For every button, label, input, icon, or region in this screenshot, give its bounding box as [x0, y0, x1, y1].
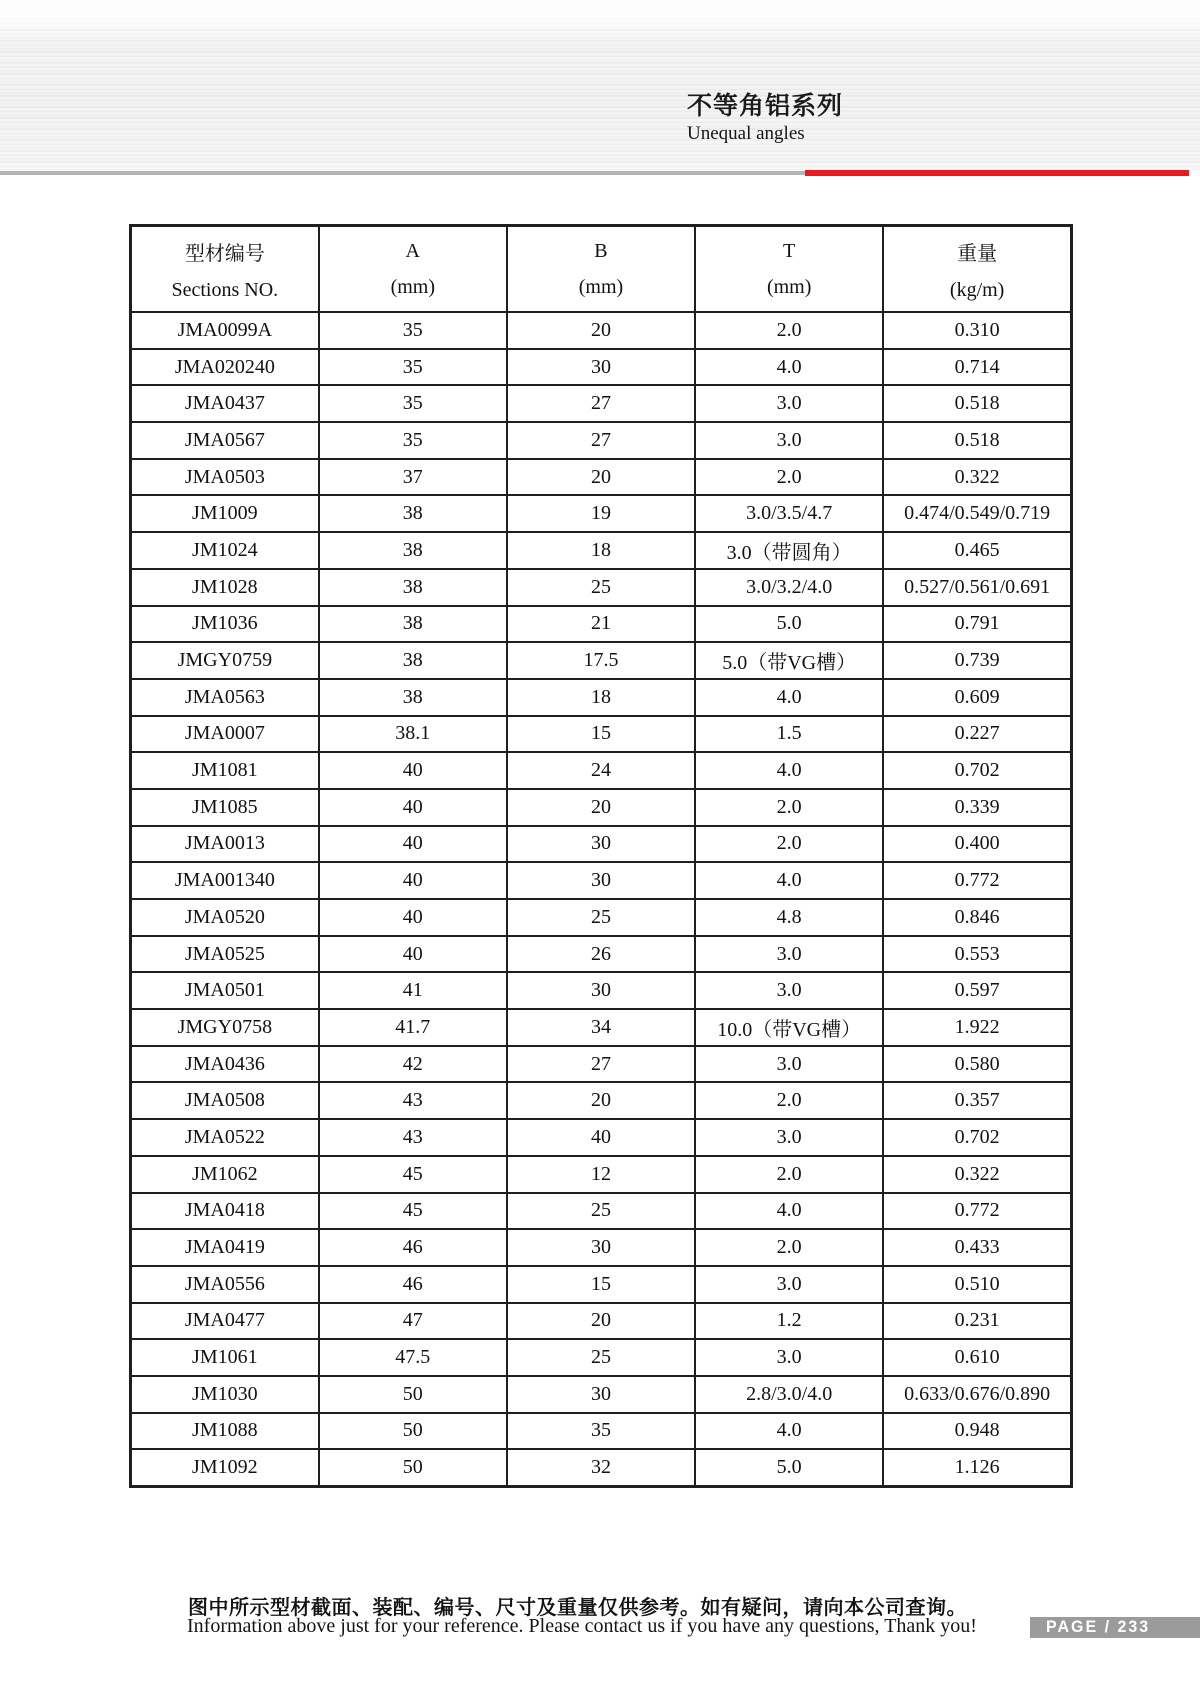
- table-body: [131, 312, 1072, 1487]
- table-row: [131, 1082, 1072, 1119]
- table-row: [131, 312, 1072, 349]
- cell-b_mm: 18: [507, 679, 695, 716]
- cell-t_mm: 4.0: [695, 349, 883, 386]
- table-row: [131, 936, 1072, 973]
- cell-weight_kg_m: 0.433: [883, 1229, 1071, 1266]
- table-row: [131, 1229, 1072, 1266]
- cell-weight_kg_m: 0.714: [883, 349, 1071, 386]
- cell-t_mm: 2.0: [695, 1156, 883, 1193]
- table-row: [131, 349, 1072, 386]
- cell-weight_kg_m: 0.609: [883, 679, 1071, 716]
- cell-b_mm: 25: [507, 569, 695, 606]
- table-row: [131, 752, 1072, 789]
- sections-table: [129, 224, 1073, 1488]
- header-cell-weight: [883, 226, 1071, 313]
- cell-a_mm: 46: [319, 1229, 507, 1266]
- cell-a_mm: 35: [319, 385, 507, 422]
- cell-a_mm: 35: [319, 349, 507, 386]
- header-cell-b: [507, 226, 695, 313]
- cell-t_mm: 2.0: [695, 789, 883, 826]
- cell-section_no: JMA0508: [131, 1082, 319, 1119]
- cell-a_mm: 35: [319, 422, 507, 459]
- cell-section_no: JMGY0759: [131, 642, 319, 679]
- cell-a_mm: 43: [319, 1082, 507, 1119]
- cell-t_mm: 3.0: [695, 1046, 883, 1083]
- cell-b_mm: 25: [507, 899, 695, 936]
- cell-t_mm: 1.5: [695, 716, 883, 753]
- cell-a_mm: 38: [319, 495, 507, 532]
- cell-section_no: JMA0419: [131, 1229, 319, 1266]
- table-row: [131, 1449, 1072, 1486]
- table-row: [131, 385, 1072, 422]
- divider-bar-red: [805, 170, 1189, 176]
- cell-a_mm: 38: [319, 606, 507, 643]
- cell-t_mm: 3.0: [695, 1266, 883, 1303]
- cell-weight_kg_m: 0.580: [883, 1046, 1071, 1083]
- header-label-weight-zh: 重量: [957, 242, 998, 265]
- cell-section_no: JM1028: [131, 569, 319, 606]
- table-row: [131, 1046, 1072, 1083]
- table-row: [131, 606, 1072, 643]
- cell-section_no: JMA0556: [131, 1266, 319, 1303]
- cell-a_mm: 37: [319, 459, 507, 496]
- cell-weight_kg_m: 1.922: [883, 1009, 1071, 1046]
- cell-section_no: JMA0563: [131, 679, 319, 716]
- cell-b_mm: 27: [507, 422, 695, 459]
- cell-weight_kg_m: 0.846: [883, 899, 1071, 936]
- cell-section_no: JMA0522: [131, 1119, 319, 1156]
- cell-weight_kg_m: 0.322: [883, 459, 1071, 496]
- header-label-b: B: [594, 239, 608, 262]
- cell-section_no: JMA0007: [131, 716, 319, 753]
- cell-a_mm: 38: [319, 532, 507, 569]
- cell-b_mm: 35: [507, 1413, 695, 1450]
- cell-t_mm: 4.8: [695, 899, 883, 936]
- cell-a_mm: 35: [319, 312, 507, 349]
- cell-b_mm: 17.5: [507, 642, 695, 679]
- cell-weight_kg_m: 0.948: [883, 1413, 1071, 1450]
- cell-section_no: JM1088: [131, 1413, 319, 1450]
- header-label-zh: 型材编号: [184, 242, 265, 265]
- cell-b_mm: 24: [507, 752, 695, 789]
- cell-t_mm: 4.0: [695, 752, 883, 789]
- cell-a_mm: 45: [319, 1156, 507, 1193]
- table-row: [131, 532, 1072, 569]
- cell-t_mm: 3.0: [695, 972, 883, 1009]
- cell-t_mm: 4.0: [695, 679, 883, 716]
- table-row: [131, 642, 1072, 679]
- cell-t_mm: 4.0: [695, 1413, 883, 1450]
- cell-b_mm: 30: [507, 862, 695, 899]
- cell-b_mm: 30: [507, 1376, 695, 1413]
- cell-t_mm: 2.0: [695, 1082, 883, 1119]
- cell-t_mm: 2.8/3.0/4.0: [695, 1376, 883, 1413]
- cell-section_no: JM1009: [131, 495, 319, 532]
- cell-b_mm: 26: [507, 936, 695, 973]
- cell-section_no: JMA020240: [131, 349, 319, 386]
- cell-a_mm: 50: [319, 1376, 507, 1413]
- header-label-a-unit: (mm): [390, 275, 435, 298]
- cell-t_mm: 3.0/3.5/4.7: [695, 495, 883, 532]
- cell-section_no: JM1092: [131, 1449, 319, 1486]
- cell-weight_kg_m: 0.339: [883, 789, 1071, 826]
- cell-a_mm: 38: [319, 569, 507, 606]
- cell-b_mm: 40: [507, 1119, 695, 1156]
- cell-section_no: JMA0567: [131, 422, 319, 459]
- cell-t_mm: 4.0: [695, 1193, 883, 1230]
- cell-weight_kg_m: 0.322: [883, 1156, 1071, 1193]
- title-block: [687, 92, 843, 145]
- cell-b_mm: 32: [507, 1449, 695, 1486]
- cell-section_no: JMA001340: [131, 862, 319, 899]
- cell-weight_kg_m: 0.772: [883, 862, 1071, 899]
- cell-b_mm: 12: [507, 1156, 695, 1193]
- cell-t_mm: 5.0: [695, 1449, 883, 1486]
- cell-b_mm: 27: [507, 385, 695, 422]
- cell-weight_kg_m: 0.227: [883, 716, 1071, 753]
- cell-section_no: JMA0436: [131, 1046, 319, 1083]
- table-row: [131, 1266, 1072, 1303]
- cell-a_mm: 42: [319, 1046, 507, 1083]
- header-label-a: A: [405, 239, 420, 262]
- page-badge-label: PAGE / 233: [1046, 1618, 1151, 1636]
- cell-t_mm: 1.2: [695, 1303, 883, 1340]
- cell-section_no: JM1061: [131, 1339, 319, 1376]
- page-badge: [1030, 1617, 1200, 1638]
- cell-a_mm: 47.5: [319, 1339, 507, 1376]
- cell-section_no: JMA0503: [131, 459, 319, 496]
- cell-b_mm: 30: [507, 972, 695, 1009]
- cell-weight_kg_m: 0.772: [883, 1193, 1071, 1230]
- cell-a_mm: 45: [319, 1193, 507, 1230]
- table-row: [131, 1193, 1072, 1230]
- cell-section_no: JMA0437: [131, 385, 319, 422]
- cell-weight_kg_m: 0.610: [883, 1339, 1071, 1376]
- footer-note-zh: 图中所示型材截面、装配、编号、尺寸及重量仅供参考。如有疑问，请向本公司查询。: [188, 1597, 967, 1619]
- cell-a_mm: 43: [319, 1119, 507, 1156]
- table-row: [131, 1339, 1072, 1376]
- cell-b_mm: 25: [507, 1193, 695, 1230]
- cell-t_mm: 3.0: [695, 936, 883, 973]
- cell-b_mm: 19: [507, 495, 695, 532]
- cell-weight_kg_m: 0.231: [883, 1303, 1071, 1340]
- cell-t_mm: 5.0（带VG槽）: [695, 642, 883, 679]
- cell-weight_kg_m: 0.702: [883, 1119, 1071, 1156]
- cell-a_mm: 40: [319, 899, 507, 936]
- cell-a_mm: 47: [319, 1303, 507, 1340]
- cell-b_mm: 20: [507, 312, 695, 349]
- cell-t_mm: 4.0: [695, 862, 883, 899]
- cell-section_no: JMA0418: [131, 1193, 319, 1230]
- cell-t_mm: 3.0: [695, 422, 883, 459]
- cell-section_no: JMA0477: [131, 1303, 319, 1340]
- cell-b_mm: 20: [507, 789, 695, 826]
- cell-a_mm: 40: [319, 826, 507, 863]
- page-subtitle: Unequal angles: [687, 123, 805, 144]
- cell-b_mm: 21: [507, 606, 695, 643]
- header-label-t: T: [783, 239, 796, 262]
- cell-weight_kg_m: 0.791: [883, 606, 1071, 643]
- cell-weight_kg_m: 0.510: [883, 1266, 1071, 1303]
- table-row: [131, 422, 1072, 459]
- cell-a_mm: 38: [319, 679, 507, 716]
- cell-section_no: JMGY0758: [131, 1009, 319, 1046]
- cell-section_no: JMA0501: [131, 972, 319, 1009]
- cell-t_mm: 2.0: [695, 1229, 883, 1266]
- cell-a_mm: 40: [319, 789, 507, 826]
- table-row: [131, 1009, 1072, 1046]
- header-label-t-unit: (mm): [766, 275, 812, 298]
- header-cell-section-no: [131, 226, 319, 313]
- page-title: 不等角铝系列: [687, 93, 844, 120]
- header-label-weight-unit: (kg/m): [949, 278, 1005, 301]
- cell-a_mm: 50: [319, 1413, 507, 1450]
- cell-b_mm: 18: [507, 532, 695, 569]
- header-label-en: Sections NO.: [171, 278, 279, 301]
- table-row: [131, 679, 1072, 716]
- cell-section_no: JM1036: [131, 606, 319, 643]
- cell-b_mm: 30: [507, 1229, 695, 1266]
- cell-t_mm: 2.0: [695, 826, 883, 863]
- cell-a_mm: 46: [319, 1266, 507, 1303]
- header-texture: [0, 0, 1200, 170]
- cell-section_no: JMA0525: [131, 936, 319, 973]
- cell-section_no: JMA0099A: [131, 312, 319, 349]
- header-cell-t: [695, 226, 883, 313]
- table-row: [131, 862, 1072, 899]
- cell-weight_kg_m: 0.527/0.561/0.691: [883, 569, 1071, 606]
- table-row: [131, 716, 1072, 753]
- cell-b_mm: 27: [507, 1046, 695, 1083]
- cell-weight_kg_m: 0.357: [883, 1082, 1071, 1119]
- cell-weight_kg_m: 0.597: [883, 972, 1071, 1009]
- table-row: [131, 826, 1072, 863]
- cell-weight_kg_m: 0.465: [883, 532, 1071, 569]
- cell-b_mm: 20: [507, 1303, 695, 1340]
- cell-weight_kg_m: 0.553: [883, 936, 1071, 973]
- table-row: [131, 495, 1072, 532]
- cell-t_mm: 3.0: [695, 1339, 883, 1376]
- cell-weight_kg_m: 0.633/0.676/0.890: [883, 1376, 1071, 1413]
- table-row: [131, 789, 1072, 826]
- cell-weight_kg_m: 0.518: [883, 385, 1071, 422]
- cell-b_mm: 20: [507, 459, 695, 496]
- table-row: [131, 1303, 1072, 1340]
- cell-weight_kg_m: 0.474/0.549/0.719: [883, 495, 1071, 532]
- cell-a_mm: 38.1: [319, 716, 507, 753]
- header-label-b-unit: (mm): [578, 275, 624, 298]
- cell-weight_kg_m: 0.739: [883, 642, 1071, 679]
- cell-b_mm: 25: [507, 1339, 695, 1376]
- cell-t_mm: 3.0（带圆角）: [695, 532, 883, 569]
- cell-b_mm: 15: [507, 1266, 695, 1303]
- cell-section_no: JMA0013: [131, 826, 319, 863]
- cell-a_mm: 40: [319, 752, 507, 789]
- cell-t_mm: 3.0/3.2/4.0: [695, 569, 883, 606]
- cell-t_mm: 5.0: [695, 606, 883, 643]
- cell-section_no: JM1081: [131, 752, 319, 789]
- cell-a_mm: 41: [319, 972, 507, 1009]
- footer-note-en: Information above just for your reference. Please contact us if you have any questions, Thank you!: [187, 1615, 977, 1637]
- table-row: [131, 1119, 1072, 1156]
- header-cell-a: [319, 226, 507, 313]
- cell-weight_kg_m: 0.400: [883, 826, 1071, 863]
- cell-b_mm: 15: [507, 716, 695, 753]
- divider-bar-gray: [0, 171, 805, 175]
- cell-a_mm: 38: [319, 642, 507, 679]
- table-row: [131, 972, 1072, 1009]
- cell-section_no: JM1030: [131, 1376, 319, 1413]
- table-row: [131, 899, 1072, 936]
- cell-a_mm: 41.7: [319, 1009, 507, 1046]
- cell-section_no: JM1062: [131, 1156, 319, 1193]
- cell-t_mm: 3.0: [695, 385, 883, 422]
- table-header-row: [131, 226, 1072, 313]
- cell-t_mm: 2.0: [695, 459, 883, 496]
- table-row: [131, 1376, 1072, 1413]
- cell-b_mm: 30: [507, 826, 695, 863]
- cell-a_mm: 50: [319, 1449, 507, 1486]
- cell-section_no: JMA0520: [131, 899, 319, 936]
- table-row: [131, 569, 1072, 606]
- cell-section_no: JM1085: [131, 789, 319, 826]
- cell-b_mm: 20: [507, 1082, 695, 1119]
- cell-a_mm: 40: [319, 936, 507, 973]
- cell-t_mm: 3.0: [695, 1119, 883, 1156]
- cell-weight_kg_m: 0.702: [883, 752, 1071, 789]
- cell-weight_kg_m: 0.518: [883, 422, 1071, 459]
- cell-t_mm: 2.0: [695, 312, 883, 349]
- cell-weight_kg_m: 0.310: [883, 312, 1071, 349]
- table-row: [131, 1156, 1072, 1193]
- table-row: [131, 459, 1072, 496]
- cell-weight_kg_m: 1.126: [883, 1449, 1071, 1486]
- cell-t_mm: 10.0（带VG槽）: [695, 1009, 883, 1046]
- cell-section_no: JM1024: [131, 532, 319, 569]
- cell-b_mm: 30: [507, 349, 695, 386]
- cell-a_mm: 40: [319, 862, 507, 899]
- table-row: [131, 1413, 1072, 1450]
- cell-b_mm: 34: [507, 1009, 695, 1046]
